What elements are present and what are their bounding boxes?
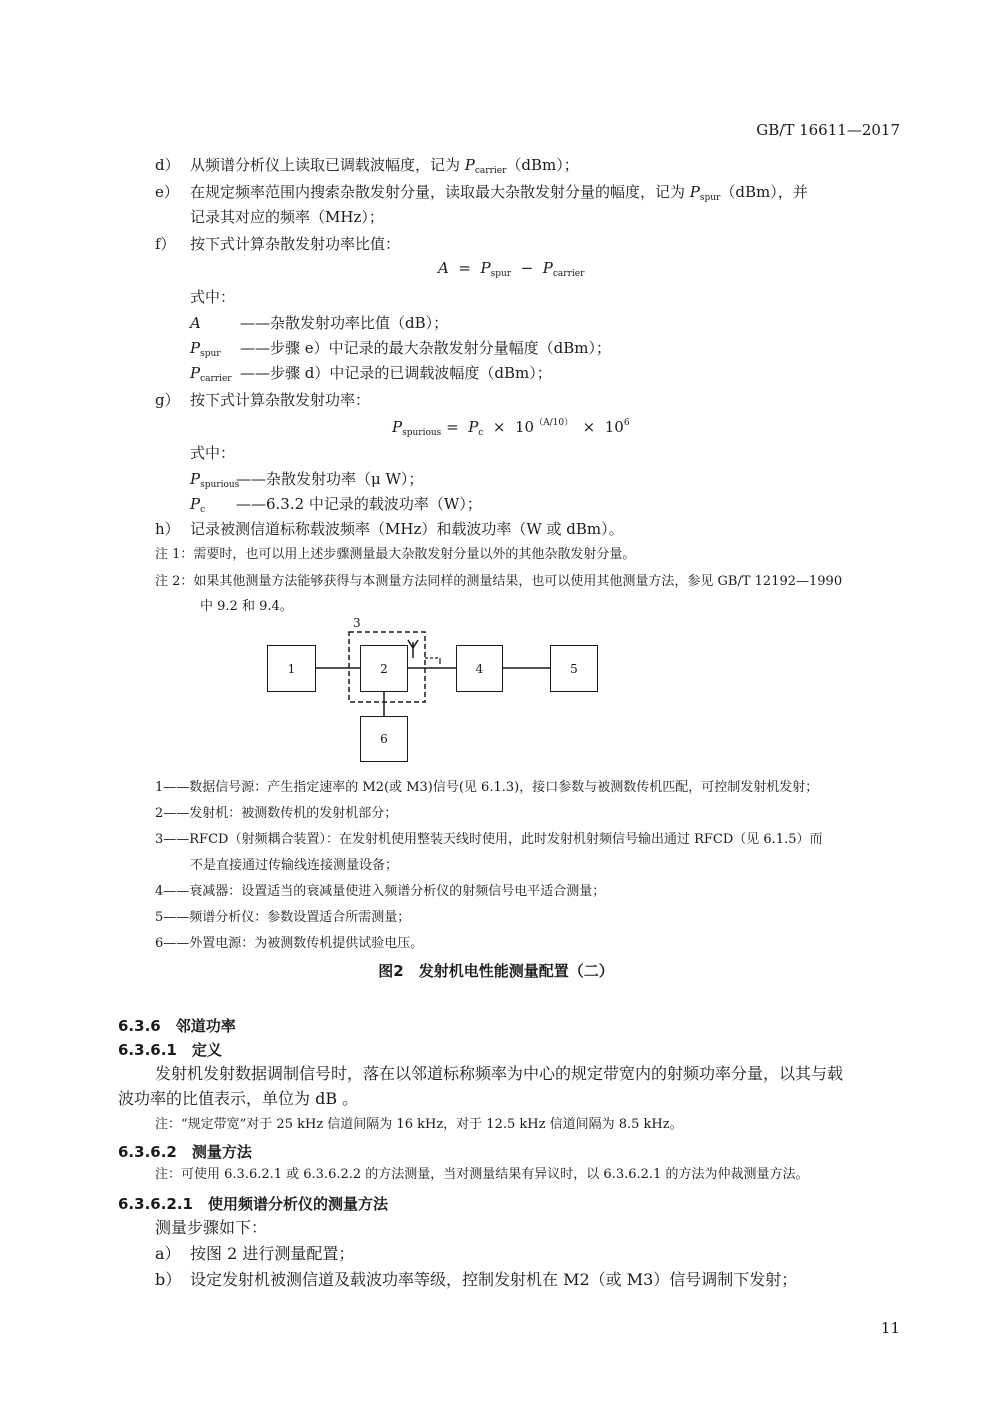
section-63621-step-b-marker: b） xyxy=(155,1270,182,1289)
legend-item-3: 3——RFCD（射频耦合装置）：在发射机使用整装天线时使用，此时发射机射频信号输出通过 RFCD（见 6.1.5）而 xyxy=(155,832,823,847)
formula-2-def-pc-sym: $P_c$ xyxy=(190,495,206,515)
formula-2-def-pc-desc: ——6.3.2 中记录的载波功率（W）； xyxy=(236,495,482,513)
section-63621-step-a: 按图 2 进行测量配置； xyxy=(190,1244,355,1263)
formula-2-def-pspurious-sym: $P_{spurious}$ xyxy=(190,470,240,490)
note-2-line1: 注 2：如果其他测量方法能够获得与本测量方法同样的测量结果，也可以使用其他测量方法，参见 GB/T 12192—1990 xyxy=(155,574,843,589)
formula-2: $P_{spurious} = P_c \times 10^{(A/10)} \times 10^6$ xyxy=(392,418,630,438)
section-63621-intro: 测量步骤如下： xyxy=(155,1218,268,1237)
step-d-marker: d） xyxy=(155,156,180,174)
step-f-marker: f） xyxy=(155,235,176,253)
step-e-line1: 在规定频率范围内搜索杂散发射分量，读取最大杂散发射分量的幅度，记为 $P_{spur}(dBm)$，并 xyxy=(190,183,808,203)
box-data-source: 1 xyxy=(267,645,316,692)
formula-1-def-a-sym: A xyxy=(190,314,201,332)
section-6361-note: 注：“规定带宽”对于 25 kHz 信道间隔为 16 kHz，对于 12.5 kHz 信道间隔为 8.5 kHz。 xyxy=(155,1117,683,1132)
section-63621-step-b: 设定发射机被测信道及载波功率等级，控制发射机在 M2（或 M3）信号调制下发射； xyxy=(190,1270,798,1289)
figure-caption: 图2 发射机电性能测量配置（二） xyxy=(378,962,614,980)
formula-1-def-pcarrier-desc: ——步骤 d）中记录的已调载波幅度（dBm）； xyxy=(240,364,552,382)
section-6361-heading: 6.3.6.1 定义 xyxy=(118,1041,222,1059)
formula-1-def-a-desc: ——杂散发射功率比值（dB）； xyxy=(240,314,449,332)
antenna-icon xyxy=(408,640,440,664)
section-6362-heading: 6.3.6.2 测量方法 xyxy=(118,1143,252,1161)
formula-1-def-pspur-sym: $P_{spur}$ xyxy=(190,339,221,359)
legend-item-3-cont: 不是直接通过传输线连接测量设备； xyxy=(190,858,399,873)
step-f-text: 按下式计算杂散发射功率比值： xyxy=(190,235,401,253)
box-spectrum-analyzer: 5 xyxy=(550,645,598,692)
box-attenuator: 4 xyxy=(456,645,503,692)
box-transmitter: 2 xyxy=(360,645,408,692)
section-63621-step-a-marker: a） xyxy=(155,1244,181,1263)
box-power-supply: 6 xyxy=(360,716,408,762)
section-63621-heading: 6.3.6.2.1 使用频谱分析仪的测量方法 xyxy=(118,1195,388,1213)
formula-1-def-pspur-desc: ——步骤 e）中记录的最大杂散发射分量幅度（dBm）； xyxy=(240,339,611,357)
legend-item-5: 5——频谱分析仪：参数设置适合所需测量； xyxy=(155,910,411,925)
formula-2-def-pspurious-desc: ——杂散发射功率（μ W）； xyxy=(236,470,424,488)
step-h-text: 记录被测信道标称载波频率（MHz）和载波功率（W 或 dBm）。 xyxy=(190,520,624,538)
formula-1-where: 式中： xyxy=(190,288,236,306)
note-1: 注 1：需要时，也可以用上述步骤测量最大杂散发射分量以外的其他杂散发射分量。 xyxy=(155,547,636,562)
section-636-heading: 6.3.6 邻道功率 xyxy=(118,1017,236,1035)
step-g-text: 按下式计算杂散发射功率： xyxy=(190,391,371,409)
legend-item-1: 1——数据信号源：产生指定速率的 M2(或 M3)信号(见 6.1.3)，接口参数与被测数传机匹配，可控制发射机发射； xyxy=(155,780,819,795)
step-h-marker: h） xyxy=(155,520,180,538)
step-e-line2: 记录其对应的频率（MHz）； xyxy=(190,208,384,226)
legend-item-4: 4——衰减器：设置适当的衰减量使进入频谱分析仪的射频信号电平适合测量； xyxy=(155,884,606,899)
section-6361-para-line2: 波功率的比值表示，单位为 dB 。 xyxy=(118,1089,359,1108)
formula-1: $A = P_{spur} - P_{carrier}$ xyxy=(438,259,585,279)
note-2-line2: 中 9.2 和 9.4。 xyxy=(200,599,293,614)
formula-2-where: 式中： xyxy=(190,444,236,462)
section-6361-para-line1: 发射机发射数据调制信号时，落在以邻道标称频率为中心的规定带宽内的射频功率分量，以其与载 xyxy=(155,1064,844,1083)
section-6362-note: 注：可使用 6.3.6.2.1 或 6.3.6.2.2 的方法测量，当对测量结果有异议时，以 6.3.6.2.1 的方法为仲裁测量方法。 xyxy=(155,1167,809,1182)
standard-code: GB/T 16611—2017 xyxy=(756,121,900,139)
page-number: 11 xyxy=(880,1319,900,1337)
legend-item-2: 2——发射机：被测数传机的发射机部分； xyxy=(155,806,398,821)
rfcd-label: 3 xyxy=(353,616,361,630)
formula-1-def-pcarrier-sym: $P_{carrier}$ xyxy=(190,364,232,384)
legend-item-6: 6——外置电源：为被测数传机提供试验电压。 xyxy=(155,936,424,951)
step-g-marker: g） xyxy=(155,391,180,409)
step-d-text: 从频谱分析仪上读取已调载波幅度，记为 $P_{carrier}(dBm)$； xyxy=(190,156,579,176)
step-e-marker: e） xyxy=(155,183,179,201)
